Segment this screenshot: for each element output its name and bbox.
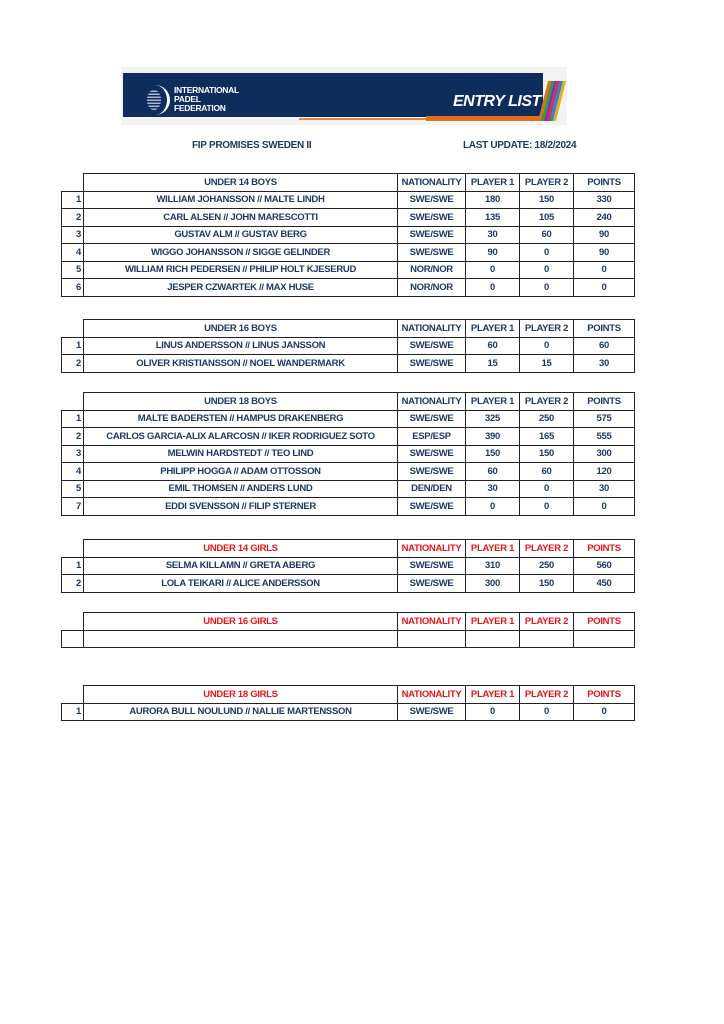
team-names: SELMA KILLAMN // GRETA ABERG bbox=[84, 557, 398, 575]
category-title: UNDER 18 GIRLS bbox=[84, 686, 398, 704]
total-points: 300 bbox=[574, 445, 635, 463]
table-header-row bbox=[62, 613, 635, 631]
team-names: WIGGO JOHANSSON // SIGGE GELINDER bbox=[84, 244, 398, 262]
nationality: SWE/SWE bbox=[398, 575, 466, 593]
header-blank bbox=[62, 540, 84, 558]
table-row bbox=[62, 261, 635, 279]
category-table bbox=[61, 319, 635, 373]
header-blank bbox=[62, 174, 84, 192]
category-title: UNDER 14 BOYS bbox=[84, 174, 398, 192]
player-2-points: 0 bbox=[520, 279, 574, 297]
nationality: SWE/SWE bbox=[398, 337, 466, 355]
team-names: GUSTAV ALM // GUSTAV BERG bbox=[84, 226, 398, 244]
column-points: POINTS bbox=[574, 540, 635, 558]
team-names bbox=[84, 630, 398, 648]
total-points: 330 bbox=[574, 191, 635, 209]
fip-logo-text bbox=[174, 86, 239, 113]
player-2-points: 0 bbox=[520, 480, 574, 498]
seed-number: 1 bbox=[62, 557, 84, 575]
table-header-row bbox=[62, 393, 635, 411]
padel-ball-icon bbox=[147, 90, 161, 110]
player-1-points: 135 bbox=[466, 209, 520, 227]
team-names: AURORA BULL NOULUND // NALLIE MARTENSSON bbox=[84, 703, 398, 721]
nationality: SWE/SWE bbox=[398, 244, 466, 262]
player-2-points: 165 bbox=[520, 428, 574, 446]
seed-number: 4 bbox=[62, 463, 84, 481]
team-names: LINUS ANDERSSON // LINUS JANSSON bbox=[84, 337, 398, 355]
player-2-points: 250 bbox=[520, 410, 574, 428]
header-blank bbox=[62, 686, 84, 704]
seed-number: 2 bbox=[62, 575, 84, 593]
total-points: 60 bbox=[574, 337, 635, 355]
player-2-points: 60 bbox=[520, 463, 574, 481]
table-row bbox=[62, 703, 635, 721]
table-row bbox=[62, 209, 635, 227]
column-player-1: PLAYER 1 bbox=[466, 686, 520, 704]
nationality: NOR/NOR bbox=[398, 261, 466, 279]
nationality: SWE/SWE bbox=[398, 498, 466, 516]
team-names: EMIL THOMSEN // ANDERS LUND bbox=[84, 480, 398, 498]
seed-number: 6 bbox=[62, 279, 84, 297]
team-names: CARL ALSEN // JOHN MARESCOTTI bbox=[84, 209, 398, 227]
table-row bbox=[62, 410, 635, 428]
player-2-points bbox=[520, 630, 574, 648]
player-1-points: 300 bbox=[466, 575, 520, 593]
tournament-name: FIP PROMISES SWEDEN II bbox=[192, 140, 312, 151]
table-row bbox=[62, 226, 635, 244]
total-points: 30 bbox=[574, 355, 635, 373]
category-table bbox=[61, 612, 635, 648]
player-1-points: 30 bbox=[466, 226, 520, 244]
seed-number: 2 bbox=[62, 209, 84, 227]
column-player-2: PLAYER 2 bbox=[520, 540, 574, 558]
nationality: SWE/SWE bbox=[398, 557, 466, 575]
column-points: POINTS bbox=[574, 686, 635, 704]
entry-list-banner bbox=[121, 67, 567, 125]
logo-line: INTERNATIONAL bbox=[174, 85, 239, 95]
column-nationality: NATIONALITY bbox=[398, 686, 466, 704]
header-blank bbox=[62, 393, 84, 411]
column-player-1: PLAYER 1 bbox=[466, 613, 520, 631]
seed-number: 1 bbox=[62, 191, 84, 209]
total-points: 0 bbox=[574, 279, 635, 297]
player-2-points: 105 bbox=[520, 209, 574, 227]
player-2-points: 0 bbox=[520, 498, 574, 516]
nationality bbox=[398, 630, 466, 648]
team-names: MELWIN HARDSTEDT // TEO LIND bbox=[84, 445, 398, 463]
team-names: WILLIAM RICH PEDERSEN // PHILIP HOLT KJESERUD bbox=[84, 261, 398, 279]
total-points: 90 bbox=[574, 244, 635, 262]
table-row bbox=[62, 630, 635, 648]
seed-number: 4 bbox=[62, 244, 84, 262]
player-2-points: 0 bbox=[520, 261, 574, 279]
player-1-points: 30 bbox=[466, 480, 520, 498]
nationality: SWE/SWE bbox=[398, 703, 466, 721]
nationality: SWE/SWE bbox=[398, 410, 466, 428]
total-points: 450 bbox=[574, 575, 635, 593]
total-points: 120 bbox=[574, 463, 635, 481]
nationality: ESP/ESP bbox=[398, 428, 466, 446]
player-1-points: 180 bbox=[466, 191, 520, 209]
logo-line: FEDERATION bbox=[174, 103, 226, 113]
total-points: 575 bbox=[574, 410, 635, 428]
column-player-2: PLAYER 2 bbox=[520, 613, 574, 631]
table-row bbox=[62, 337, 635, 355]
category-table bbox=[61, 685, 635, 721]
seed-number: 3 bbox=[62, 445, 84, 463]
table-header-row bbox=[62, 320, 635, 338]
column-points: POINTS bbox=[574, 174, 635, 192]
category-title: UNDER 18 BOYS bbox=[84, 393, 398, 411]
seed-number: 3 bbox=[62, 226, 84, 244]
total-points: 560 bbox=[574, 557, 635, 575]
nationality: SWE/SWE bbox=[398, 445, 466, 463]
player-1-points bbox=[466, 630, 520, 648]
category-table bbox=[61, 539, 635, 593]
table-header-row bbox=[62, 540, 635, 558]
nationality: SWE/SWE bbox=[398, 463, 466, 481]
player-2-points: 0 bbox=[520, 703, 574, 721]
category-title: UNDER 14 GIRLS bbox=[84, 540, 398, 558]
column-nationality: NATIONALITY bbox=[398, 393, 466, 411]
player-1-points: 60 bbox=[466, 337, 520, 355]
banner-title: ENTRY LIST bbox=[453, 93, 541, 110]
team-names: CARLOS GARCIA-ALIX ALARCOSN // IKER RODRIGUEZ SOTO bbox=[84, 428, 398, 446]
table-row bbox=[62, 428, 635, 446]
player-2-points: 60 bbox=[520, 226, 574, 244]
header-blank bbox=[62, 320, 84, 338]
column-player-1: PLAYER 1 bbox=[466, 320, 520, 338]
column-player-2: PLAYER 2 bbox=[520, 393, 574, 411]
column-player-2: PLAYER 2 bbox=[520, 320, 574, 338]
table-row bbox=[62, 557, 635, 575]
team-names: MALTE BADERSTEN // HAMPUS DRAKENBERG bbox=[84, 410, 398, 428]
header-blank bbox=[62, 613, 84, 631]
player-2-points: 0 bbox=[520, 244, 574, 262]
player-1-points: 310 bbox=[466, 557, 520, 575]
column-player-1: PLAYER 1 bbox=[466, 393, 520, 411]
table-row bbox=[62, 480, 635, 498]
seed-number: 5 bbox=[62, 261, 84, 279]
seed-number: 5 bbox=[62, 480, 84, 498]
column-player-1: PLAYER 1 bbox=[466, 540, 520, 558]
total-points bbox=[574, 630, 635, 648]
player-1-points: 390 bbox=[466, 428, 520, 446]
player-1-points: 60 bbox=[466, 463, 520, 481]
seed-number bbox=[62, 630, 84, 648]
player-1-points: 150 bbox=[466, 445, 520, 463]
seed-number: 2 bbox=[62, 355, 84, 373]
total-points: 240 bbox=[574, 209, 635, 227]
total-points: 0 bbox=[574, 261, 635, 279]
logo-line: PADEL bbox=[174, 94, 201, 104]
player-1-points: 0 bbox=[466, 498, 520, 516]
seed-number: 1 bbox=[62, 337, 84, 355]
category-table bbox=[61, 173, 635, 297]
nationality: SWE/SWE bbox=[398, 226, 466, 244]
column-player-1: PLAYER 1 bbox=[466, 174, 520, 192]
player-1-points: 0 bbox=[466, 279, 520, 297]
last-update: LAST UPDATE: 18/2/2024 bbox=[463, 140, 577, 151]
category-title: UNDER 16 BOYS bbox=[84, 320, 398, 338]
total-points: 90 bbox=[574, 226, 635, 244]
seed-number: 1 bbox=[62, 410, 84, 428]
player-1-points: 325 bbox=[466, 410, 520, 428]
column-player-2: PLAYER 2 bbox=[520, 686, 574, 704]
column-nationality: NATIONALITY bbox=[398, 174, 466, 192]
player-1-points: 15 bbox=[466, 355, 520, 373]
column-points: POINTS bbox=[574, 393, 635, 411]
table-row bbox=[62, 463, 635, 481]
team-names: JESPER CZWARTEK // MAX HUSE bbox=[84, 279, 398, 297]
nationality: SWE/SWE bbox=[398, 209, 466, 227]
table-header-row bbox=[62, 174, 635, 192]
table-row bbox=[62, 355, 635, 373]
team-names: OLIVER KRISTIANSSON // NOEL WANDERMARK bbox=[84, 355, 398, 373]
seed-number: 1 bbox=[62, 703, 84, 721]
table-row bbox=[62, 498, 635, 516]
total-points: 555 bbox=[574, 428, 635, 446]
table-row bbox=[62, 244, 635, 262]
column-nationality: NATIONALITY bbox=[398, 613, 466, 631]
player-2-points: 250 bbox=[520, 557, 574, 575]
nationality: SWE/SWE bbox=[398, 191, 466, 209]
player-2-points: 0 bbox=[520, 337, 574, 355]
player-2-points: 15 bbox=[520, 355, 574, 373]
total-points: 0 bbox=[574, 703, 635, 721]
team-names: WILLIAM JOHANSSON // MALTE LINDH bbox=[84, 191, 398, 209]
player-1-points: 0 bbox=[466, 703, 520, 721]
column-nationality: NATIONALITY bbox=[398, 320, 466, 338]
nationality: SWE/SWE bbox=[398, 355, 466, 373]
player-2-points: 150 bbox=[520, 445, 574, 463]
total-points: 0 bbox=[574, 498, 635, 516]
table-row bbox=[62, 191, 635, 209]
player-2-points: 150 bbox=[520, 191, 574, 209]
column-points: POINTS bbox=[574, 320, 635, 338]
table-header-row bbox=[62, 686, 635, 704]
seed-number: 2 bbox=[62, 428, 84, 446]
banner-bar bbox=[123, 73, 543, 117]
team-names: EDDI SVENSSON // FILIP STERNER bbox=[84, 498, 398, 516]
column-points: POINTS bbox=[574, 613, 635, 631]
team-names: PHILIPP HOGGA // ADAM OTTOSSON bbox=[84, 463, 398, 481]
total-points: 30 bbox=[574, 480, 635, 498]
nationality: NOR/NOR bbox=[398, 279, 466, 297]
banner-accent-bar bbox=[426, 116, 551, 121]
team-names: LOLA TEIKARI // ALICE ANDERSSON bbox=[84, 575, 398, 593]
player-1-points: 0 bbox=[466, 261, 520, 279]
player-2-points: 150 bbox=[520, 575, 574, 593]
category-table bbox=[61, 392, 635, 516]
table-row bbox=[62, 279, 635, 297]
nationality: DEN/DEN bbox=[398, 480, 466, 498]
category-title: UNDER 16 GIRLS bbox=[84, 613, 398, 631]
column-player-2: PLAYER 2 bbox=[520, 174, 574, 192]
column-nationality: NATIONALITY bbox=[398, 540, 466, 558]
seed-number: 7 bbox=[62, 498, 84, 516]
player-1-points: 90 bbox=[466, 244, 520, 262]
table-row bbox=[62, 445, 635, 463]
table-row bbox=[62, 575, 635, 593]
